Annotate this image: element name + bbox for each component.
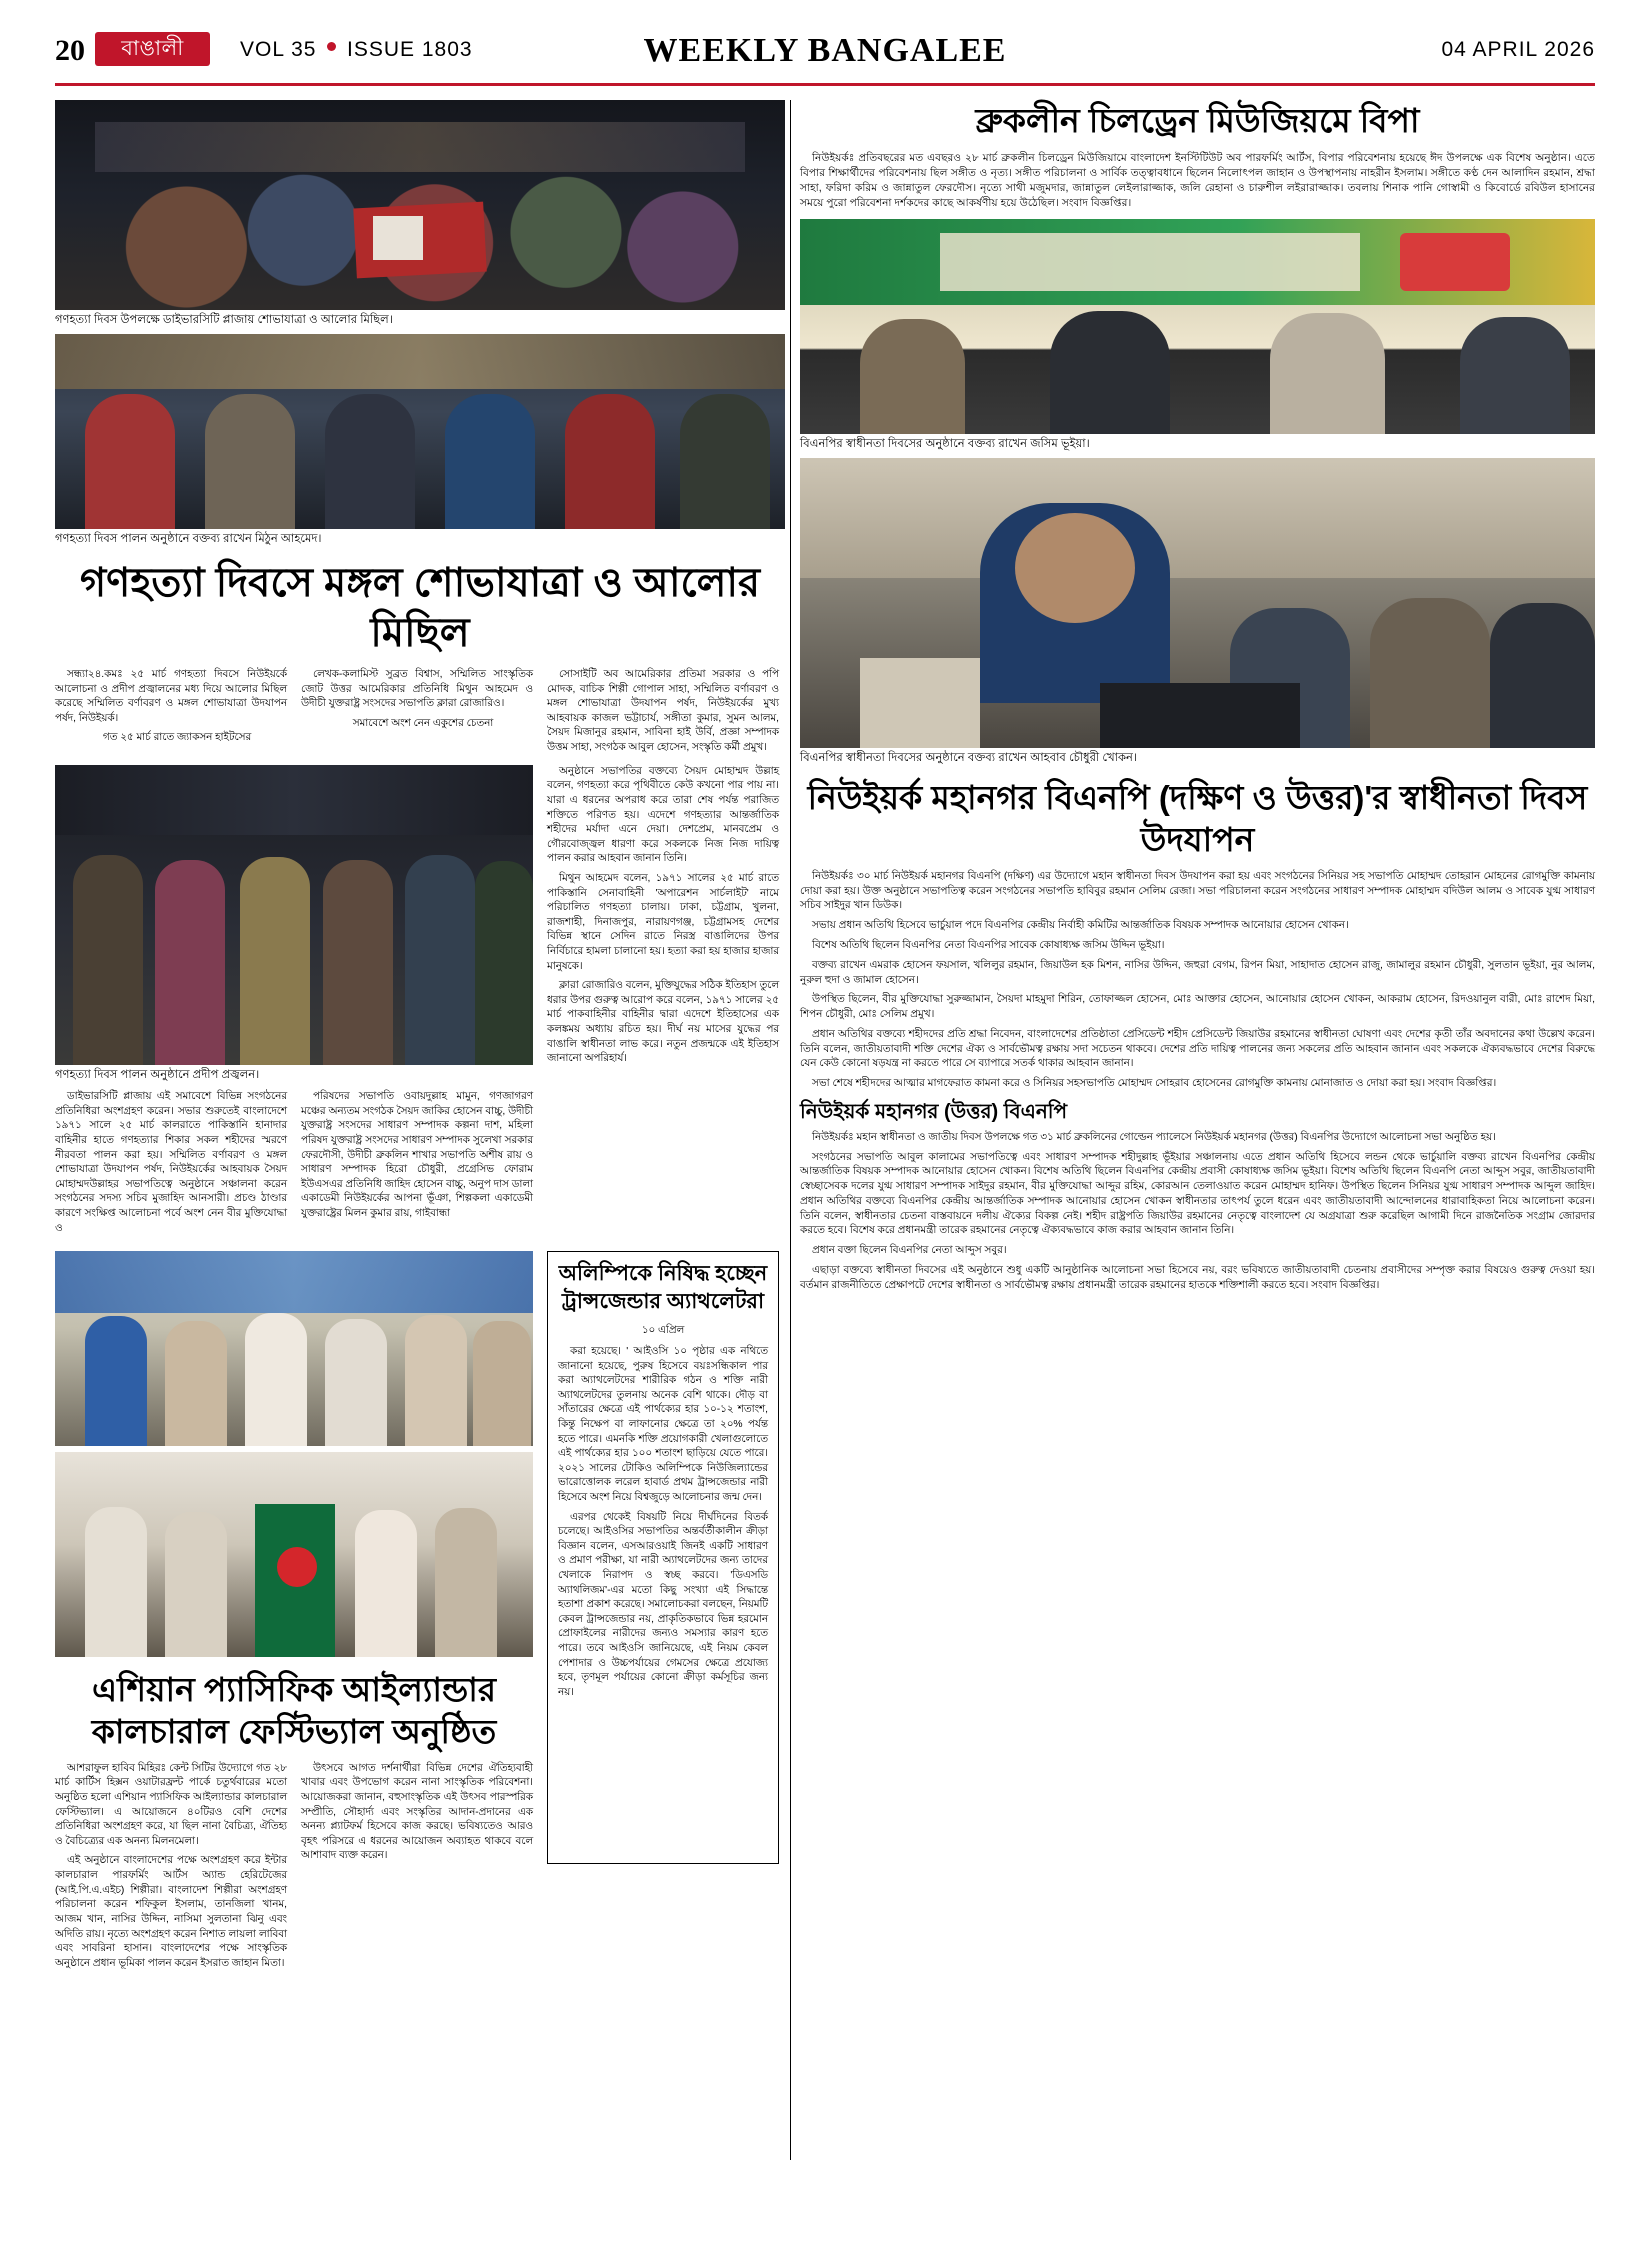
- photo-caption-right-1: বিএনপির স্বাধীনতা দিবসের অনুষ্ঠানে বক্তব্য রাখেন জসিম ভূইয়া।: [800, 438, 1090, 451]
- brooklyn-p1: নিউইয়র্কঃ প্রতিবছরের মত এবছরও ২৮ মার্চ ব্রুকলীন চিলড্রেন মিউজিয়ামে বাংলাদেশ ইনস্টিটিউট অব পারফর্মিং আর্টস, বিপার পরিবেশনায় হয়েছে ঈদ উপলক্ষে এক বিশেষ অনুষ্ঠান। এতে বিপার শিক্ষার্থীদের পরিবেশনায় ছিল সঙ্গীত ও নৃত্য। সঙ্গীত পরিচালনা ও সার্বিক তত্ত্বাবধানে ছিলেন নিলোৎপল জাহান ও উপস্থাপনায় নাহরীন ইসলাম। সঙ্গীতে কণ্ঠ দেন আলাদিন রহমান, শ্রদ্ধা সাহা, ফরিদা করিম ও জান্নাতুল ফেরদৌস। নৃত্যে সাথী মজুমদার, জান্নাতুল লেইলারাজ্জাক, জলি রেহানা ও চারুশীল লইরারাজ্জাক। তবলায় শিনাক পানি গোস্বামী ও কিবোর্ডে রবিউল হাসানের সময়ে পুরো পরিবেশনা দর্শকদের কাছে আকর্ষণীয় হয়ে উঠেছিল। সংবাদ বিজ্ঞপ্তির।: [800, 152, 1595, 210]
- right-column-region: [800, 100, 1595, 1299]
- photo-speaker-ahbab-chowdhury: [800, 458, 1595, 748]
- headline-nyc-bnp-north: নিউইয়র্ক মহানগর (উত্তর) বিএনপি: [800, 1100, 1068, 1123]
- festival-text-columns: [55, 1762, 533, 1977]
- photo-caption-2: গণহত্যা দিবস পালন অনুষ্ঠানে বক্তব্য রাখেন মিঠুন আহমেদ।: [55, 532, 322, 545]
- festival-column-1: [55, 1762, 287, 1977]
- lead-p3: সোসাইটি অব আমেরিকার প্রতিমা সরকার ও পপি মোদক, বাচিক শিল্পী গোপাল সাহা, সম্মিলিত বর্ণাবরণ ও মঙ্গল শোভাযাত্রা উদযাপন পর্ষদ, নিউইয়র্কের মুখ্য আহবায়ক কাজল ভট্টাচার্য, সঙ্গীতা কুমার, সুমন আলম, সৈয়দ মিজানুর রহমান, সাবিনা হাই উর্বি, প্রজ্ঞা সম্পাদক উত্তম সাহা, সংগঠক আবুল হোসেন, সংস্কৃতি কর্মী প্রমুখ।: [547, 669, 779, 754]
- bnp-south-p7: সভা শেষে শহীদদের আত্মার মাগফেরাত কামনা করে ও সিনিয়র সহসভাপতি মোহাম্মদ সোহরাব হোসেনের রোগমুক্তি কামনায় মোনাজাত ও দোয়া করা হয়। সংবাদ বিজ্ঞপ্তির।: [812, 1078, 1497, 1090]
- photo-diversity-plaza-procession: [55, 100, 785, 310]
- issue-date: 04 APRIL 2026: [1441, 38, 1595, 61]
- photo-caption-3: গণহত্যা দিবস পালন অনুষ্ঠানে প্রদীপ প্রজ্বলন।: [55, 1068, 260, 1081]
- photo-festival-group-1: [55, 1251, 533, 1446]
- body-columns-1-2: [55, 1090, 785, 1241]
- body-p3b: মিথুন আহমেদ বলেন, ১৯৭১ সালের ২৫ মার্চ রাতে পাকিস্তানি সেনাবাহিনী 'অপারেশন সার্চলাইট' নামে পরিচালিত গণহত্যা চালায়। ঢাকা, চট্টগ্রাম, খুলনা, রাজশাহী, দিনাজপুর, নারায়ণগঞ্জ, চট্টগ্রামসহ দেশের বিভিন্ন স্থানে সেদিন রাতে নিরস্ত্র বাঙালিদের উপর নির্বিচারে হামলা চালানো হয়। হত্যা করা হয় হাজার হাজার মানুষকে।: [547, 872, 779, 972]
- photo-caption-1: গণহত্যা দিবস উপলক্ষে ডাইভারসিটি প্লাজায় শোভাযাত্রা ও আলোর মিছিল।: [55, 314, 393, 326]
- photo-speaker-mithun-ahmed: [55, 334, 785, 529]
- body-p3a: অনুষ্ঠানে সভাপতির বক্তব্যে সৈয়দ মোহাম্মদ উল্লাহ বলেন, গণহত্যা করে পৃথিবীতে কেউ কখনো পার পায় না। যারা এ ধরনের অপরাধ করে তারা শেষ পর্যন্ত পরাজিত শক্তিতে পরিণত হয়। এদেশে গণহত্যার আন্তর্জাতিক শহীদের মর্যাদা এনে দেয়া। দেশপ্রেম, মানবপ্রেম ও গৌরবোজ্জ্বল ধারণা করে সকলকে নিজ নিজ দায়িত্ব পালন করার আহবান জানান তিনি।: [547, 765, 779, 865]
- bnp-south-p2: সভায় প্রধান অতিথি হিসেবে ভার্চুয়াল পদে বিএনপির কেন্দ্রীয় নির্বাহী কমিটির আন্তর্জাতিক বিষয়ক সম্পাদক আনোয়ার হোসেন খোকন।: [812, 920, 1349, 932]
- lead-p1b: গত ২৫ মার্চ রাতে জ্যাকসন হাইটসের: [102, 732, 252, 744]
- festival-p3: উৎসবে আগত দর্শনার্থীরা বিভিন্ন দেশের ঐতিহ্যবাহী খাবার এবং উপভোগ করেন নানা সাংস্কৃতিক পরিবেশনা। আয়োজকরা জানান, বহুসাংস্কৃতিক এই উৎসব পারস্পরিক সম্প্রীতি, সৌহার্দ্য এবং সংস্কৃতির আদান-প্রদানের এক অনন্য প্ল্যাটফর্ম হিসেবে কাজ করছে। ভবিষ্যতেও আরও বৃহৎ পরিসরে এ ধরনের আয়োজন অব্যাহত থাকবে বলে আশাবাদ ব্যক্ত করেন।: [301, 1762, 533, 1862]
- bnp-north-p4: এছাড়া বক্তব্যে স্বাধীনতা দিবসের এই অনুষ্ঠানে শুধু একটি আনুষ্ঠানিক আলোচনা সভা হিসেবে নয়, বরং ভবিষ্যতে জাতীয়তাবাদী চেতনায় প্রবাসীদের সম্পৃক্ত করার বিষয়েও গুরুত্ব দেওয়া হয়। বর্তমান রাজনীতিতে প্রেক্ষাপটে দেশের স্বাধীনতা ও সার্বভৌমত্ব রক্ষায় প্রধানমন্ত্রী তারেক রহমানের হাতকে শক্তিশালী করতে হবে। সংবাদ বিজ্ঞপ্তির।: [800, 1264, 1595, 1291]
- publication-logo: বাঙালী: [95, 32, 210, 66]
- bnp-south-p1: নিউইয়র্কঃ ৩০ মার্চ নিউইয়র্ক মহানগর বিএনপি (দক্ষিণ) এর উদ্যোগে মহান স্বাধীনতা দিবস উদযাপন করা হয় এবং সংগঠনের সিনিয়র সহ সভাপতি মোহাম্মদ তোহরান মোহনের রোগমুক্তি কামনায় দোয়া করা হয়। উক্ত অনুষ্ঠানে সভাপতিত্ব করেন সংগঠনের সভাপতি হাবিবুর রহমান সেলিম রেজা। সভা পরিচালনা করেন সংগঠনের সাধারণ সম্পাদক মোহাম্মদ বদিউল আলম ও সাবেক যুগ্ম সাধারণ সচিব সাইদুর খান ডিউক।: [800, 870, 1595, 912]
- headline-apa-festival: এশিয়ান প্যাসিফিক আইল্যান্ডার কালচারাল ফেস্টিভ্যাল অনুষ্ঠিত: [91, 1671, 497, 1750]
- lead-column-2: [301, 668, 533, 761]
- lead-column-1: [55, 668, 287, 761]
- bottom-left-region: [55, 1251, 785, 1976]
- issue-label: ISSUE 1803: [347, 38, 473, 61]
- body-column-2: [301, 1090, 533, 1241]
- body-p1: ডাইভারসিটি প্লাজায় এই সমাবেশে বিভিন্ন সংগঠনের প্রতিনিধিরা অংশগ্রহণ করেন। সভার শুরুতেই বাংলাদেশে ১৯৭১ সালে ২৫ মার্চ কালরাতে পাকিস্তানি হানাদার বাহিনীর হাতে গণহত্যার শিকার সকল শহীদের স্মরণে নীরবতা পালন করা হয়। সম্মিলিত বর্ণাবরণ ও মঙ্গল শোভাযাত্রা উদযাপন পর্ষদ, নিউইয়র্কের আহবায়ক সৈয়দ মোহাম্মদউল্লাহর সভাপতিত্বে অনুষ্ঠানে সঞ্চালনা করেন সংগঠনের সদস্য সচিব মুজাহিদ আনসারী। প্রচণ্ড ঠাণ্ডার কারণে সংক্ষিপ্ত আলোচনা পর্বে অংশ নেন বীর মুক্তিযোদ্ধা ও: [55, 1091, 287, 1234]
- bnp-north-p3: প্রধান বক্তা ছিলেন বিএনপির নেতা আব্দুস সবুর।: [812, 1245, 1007, 1257]
- photo-candle-lighting: [55, 765, 533, 1065]
- bnp-south-p4: বক্তব্য রাখেন এমরাক হোসেন ফয়সাল, খলিলুর রহমান, জিয়াউল হক মিশন, নাসির উদ্দিন, জহুরা বেগম, রিপন মিয়া, সাহাদাত হোসেন রাজু, জামালুর রহমান চৌধুরী, সুলতান ভূইয়া, নুর আলম, নুরুল হুদা ও জামাল হোসেন।: [800, 959, 1595, 986]
- body-p2: পরিষদের সভাপতি ওবায়দুল্লাহ মামুন, গণজাগরণ মঞ্চের অন্যতম সংগঠক সৈয়দ জাকির হোসেন বাচ্চু, উদীচী যুক্তরাষ্ট্র সংসদের সাধারণ সম্পাদক কল্পনা দাশ, মহিলা পরিষদ যুক্তরাষ্ট্র সংসদের সাধারণ সম্পাদক সুলেখা সরকার ফেরদৌসী, উদীচী ব্রুকলিন শাখার সভাপতি অশীষ রায় ও সাধারণ সম্পাদক হিরো চৌধুরী, প্রগ্রেসিভ ফোরাম ইউএসএর প্রতিনিধি জাহিদ হোসেন বাচ্চু, অনুপ দাস ডালা একাডেমী নিউইয়র্কের আপনা ভূঁঞা, শিল্পকলা একাডেমী যুক্তরাষ্ট্রের মিলন কুমার রায়, গাইবান্ধা: [301, 1091, 533, 1220]
- bnp-south-p5: উপস্থিত ছিলেন, বীর মুক্তিযোদ্ধা সুরুজ্জামান, সৈয়দা মাহমুদা শিরিন, তোফাজ্জল হোসেন, মোঃ আক্তার হোসেন, আনোয়ার হোসেন খোকন, আকরাম হোসেন, রিদওয়ানুল বারী, মোঃ রাশেদ মিয়া, শিপন চৌধুরী, মোঃ সেলিম প্রমুখ।: [800, 994, 1595, 1021]
- festival-column-2: [301, 1762, 533, 1977]
- olympic-p2: এরপর থেকেই বিষয়টি নিয়ে দীর্ঘদিনের বিতর্ক চলেছে। আইওসির সভাপতির অন্তর্বর্তীকালীন ক্রীড়া বিজ্ঞান বলেন, এসআরওয়াই জিনই একটি সাধারণ ও প্রমাণ পরীক্ষা, যা নারী অ্যাথলেটদের জন্য তাদের খেলাকে নিরাপদ ও স্বচ্ছ করবে। 'ডিএসডি অ্যাথলিজম'-এর মতো কিছু সংখ্যা এই সিদ্ধান্তে হতাশা প্রকাশ করেছে। সমালোচকরা বলছেন, নিয়মটি কেবল ট্রান্সজেন্ডার নয়, প্রাকৃতিকভাবে ভিন্ন হরমোন প্রোফাইলের নারীদের জন্যও সমস্যার কারণ হতে পারে। তবে আইওসি জানিয়েছে, এই নিয়ম কেবল পেশাদার ও উচ্চপর্যায়ের গেমসের ক্ষেত্রে প্রযোজ্য হবে, তৃণমূল পর্যায়ের কোনো ক্রীড়া কর্মসূচির জন্য নয়।: [558, 1511, 768, 1698]
- lead-column-3: [547, 668, 779, 761]
- festival-p1: আশরাফুল হাবিব মিহিরঃ কেন্ট সিটির উদ্যোগে গত ২৮ মার্চ কার্টিস হিক্সন ওয়াটারফ্রন্ট পার্কে চতুর্থবারের মতো অনুষ্ঠিত হলো এশিয়ান প্যাসিফিক আইল্যান্ডার কালচারাল ফেস্টিভ্যাল। এ আয়োজনে ৪০টিরও বেশি দেশের প্রতিনিধিরা অংশগ্রহণ করে, যা ছিল নানা বৈচিত্র্য, ঐতিহ্য ও বৈচিত্র্যের এক অনন্য মিলনমেলা।: [55, 1762, 287, 1847]
- photo3-and-text: [55, 765, 785, 1089]
- photo-festival-group-2: [55, 1452, 533, 1657]
- headline-brooklyn-childrens-museum: ব্রুকলীন চিলড্রেন মিউজিয়মে বিপা: [975, 102, 1420, 139]
- page-number: 20: [55, 34, 85, 67]
- photo-caption-right-2: বিএনপির স্বাধীনতা দিবসের অনুষ্ঠানে বক্তব্য রাখেন আহবাব চৌধুরী খোকন।: [800, 751, 1137, 764]
- left-column-region: [55, 100, 785, 1976]
- bnp-south-p3: বিশেষ অতিথি ছিলেন বিএনপির নেতা বিএনপির সাবেক কোষাধ্যক্ষ জসিম উদ্দিন ভূইয়া।: [812, 939, 1165, 951]
- bnp-south-body: [800, 870, 1595, 1092]
- photo-bnp-independence-banner: [800, 219, 1595, 434]
- lead-p2b: সমাবেশে অংশ নেন একুশের চেতনা: [352, 717, 494, 729]
- column-divider: [790, 100, 791, 2160]
- headline-genocide-day: গণহত্যা দিবসে মঙ্গল শোভাযাত্রা ও আলোর মিছিল: [79, 561, 761, 656]
- olympic-article: [547, 1251, 779, 1976]
- lead-p2: লেখক-কলামিস্ট সুব্রত বিশ্বাস, সম্মিলিত সাংস্কৃতিক জোট উত্তর আমেরিকার প্রতিনিধি মিথুন আহমেদ ও উদীচী যুক্তরাষ্ট্র সংসদের সভাপতি ক্লারা রোজারিও।: [301, 669, 533, 710]
- body-p3c: ক্লারা রোজারিও বলেন, মুক্তিযুদ্ধের সঠিক ইতিহাস তুলে ধরার উপর গুরুত্ব আরোপ করে বলেন, ১৯৭১ সালের ২৫ মার্চ পাকবাহিনীর বাহিনীর দ্বারা এদেশে ইতিহাসের এক কলঙ্কময় অধ্যায় রচিত হয়। দীর্ঘ নয় মাসের যুদ্ধের পর বাঙালি স্বাধীনতা লাভ করে। নতুন প্রজন্মকে এই ইতিহাস জানানো অপরিহার্য।: [547, 980, 779, 1065]
- bnp-south-p6: প্রধান অতিথির বক্তব্যে শহীদদের প্রতি শ্রদ্ধা নিবেদন, বাংলাদেশের প্রতিষ্ঠাতা প্রেসিডেন্ট শহীদ প্রেসিডেন্ট জিয়াউর রহমানের স্বাধীনতা ঘোষণা এবং দেশের কৃতী তাঁর অবদানের কথা উল্লেখ করেন। তিনি বলেন, জাতীয়তাবাদী শক্তি দেশের ঐক্য ও সার্বভৌমত্ব রক্ষায় সদা সচেতন থাকবে। দেশের প্রতি দায়িত্ব পালনের জন্য সকলের প্রতি আহবান জানান এবং সকলকে ঐক্যবদ্ধভাবে দেশের বিরুদ্ধে যেন কেউ কোনো ষড়যন্ত্র না করতে পারে সে ব্যাপারে সতর্ক থাকার আহবান জানান।: [800, 1028, 1595, 1070]
- lead-paragraph-columns: [55, 668, 785, 761]
- bnp-north-p1: নিউইয়র্কঃ মহান স্বাধীনতা ও জাতীয় দিবস উপলক্ষে গত ৩১ মার্চ ব্রুকলিনের গোল্ডেন প্যালেসে নিউইয়র্ক মহানগর (উত্তর) বিএনপির উদ্যোগে আলোচনা সভা অনুষ্ঠিত হয়।: [812, 1131, 1496, 1143]
- festival-article: [55, 1251, 533, 1976]
- headline-nyc-bnp-independence: নিউইয়র্ক মহানগর বিএনপি (দক্ষিণ ও উত্তর)'র স্বাধীনতা দিবস উদযাপন: [807, 779, 1588, 858]
- olympic-body: [558, 1345, 768, 1701]
- body-column-3: [547, 765, 779, 1089]
- festival-p2: এই অনুষ্ঠানে বাংলাদেশের পক্ষে অংশগ্রহণ করে ইন্টার কালচারাল পারফর্মিং আর্টস অ্যান্ড হেরিটেজের (আই.পি.এ.এইচ) শিল্পীরা। বাংলাদেশ শিল্পীরা অংশগ্রহণ পরিচালনা করেন শফিকুল ইসলাম, তানজিলা খানম, আজম খান, নাসির উদ্দিন, নাসিমা সুলতানা ঝিনু এবং অদিতি রায়। নৃত্যে অংশগ্রহণ করেন নিশাত লায়লা লাবিবা এবং সাবরিনা হাসান। বাংলাদেশের পক্ষে সাংস্কৃতিক অনুষ্ঠানে প্রধান ভূমিকা পালন করেন ইসরাত জাহান মিতা।: [55, 1855, 287, 1969]
- olympic-dateline: ১০ এপ্রিল: [641, 1324, 685, 1336]
- bnp-north-p2: সংগঠনের সভাপতি আবুল কালামের সভাপতিত্বে এবং সাধারণ সম্পাদক শহীদুল্লাহ ভূঁইয়ার সঞ্চালনায় এতে প্রধান অতিথি হিসেবে লন্ডন থেকে ভার্চুয়ালি বক্তব্য রাখেন বিএনপির কেন্দ্রীয় আন্তর্জাতিক বিষয়ক সম্পাদক আনোয়ার হোসেন খোকন। বিশেষ অতিথি ছিলেন বিএনপির কেন্দ্রীয় প্রবাসী কোষাধ্যক্ষ জসিম ভূইয়া। বিশেষ অতিথি ছিলেন বিএনপি নেতা আব্দুস সবুর, জাতীয়তাবাদী স্বেচ্ছাসেবক দলের যুগ্ম সাধারণ সম্পাদক সাইদুর রহমান, বীর মুক্তিযোদ্ধা আব্দুর রহিম, কোরআন তেলাওয়াত করেন মোহাম্মদ হানিফ। উপস্থিত ছিলেন সিনিয়র যুগ্ম সাধারণ সম্পাদক আব্দুল জাহিদ। প্রধান অতিথির বক্তব্যে বিএনপির কেন্দ্রীয় আন্তর্জাতিক সম্পাদক আনোয়ার হোসেন খোকন স্বাধীনতার তাৎপর্য তুলে ধরেন এবং জাতীয়তাবাদী আন্দোলনের ধারাবাহিকতা নিয়ে আলোচনা করেন। তিনি বলেন, স্বাধীনতার চেতনা বাস্তবায়নে দলীয় ঐক্যের বিকল্প নেই। শহীদ রাষ্ট্রপতি জিয়াউর রহমানের নেতৃত্বে বাংলাদেশ যে অগ্রযাত্রা শুরু করেছিল আগামী দিনে রাজনৈতিক সংগ্রাম জোরদার করতে হবে। বিশেষ করে প্রধানমন্ত্রী তারেক রহমানের নেতৃত্বে ঐক্যবদ্ধভাবে কাজ করার আহবান জানান তিনি।: [800, 1151, 1595, 1237]
- lead-p1: সন্ধ্যা২৪.কমঃ ২৫ মার্চ গণহত্যা দিবসে নিউইয়র্কে আলোচনা ও প্রদীপ প্রজ্বালনের মধ্য দিয়ে আলোর মিছিল করেছে সম্মিলিত বর্ণাবরণ ও মঙ্গল শোভাযাত্রা উদযাপন পর্ষদ, নিউইয়র্ক।: [55, 669, 287, 724]
- volume-label: VOL 35: [240, 38, 317, 61]
- bnp-north-body: [800, 1131, 1595, 1294]
- headline-olympic-transgender: অলিম্পিকে নিষিদ্ধ হচ্ছেন ট্রান্সজেন্ডার অ্যাথলেটরা: [558, 1262, 768, 1313]
- body-column-1: [55, 1090, 287, 1241]
- olympic-p1: করা হয়েছে। ' আইওসি ১০ পৃষ্ঠার এক নথিতে জানানো হয়েছে, পুরুষ হিসেবে বয়ঃসন্ধিকাল পার করা অ্যাথলেটদের শারীরিক গঠন ও শক্তি নারী অ্যাথলেটদের তুলনায় অনেক বেশি থাকে। দৌড় বা সাঁতারের ক্ষেত্রে এই পার্থক্যের হার ১০-১২ শতাংশ, কিন্তু নিক্ষেপ বা লাফানোর ক্ষেত্রে তা ২০% পর্যন্ত হতে পারে। এমনকি শক্তি প্রয়োগকারী খেলাগুলোতে এই পার্থক্যের হার ১০০ শতাংশ ছাড়িয়ে যেতে পারে। ২০২১ সালের টোকিও অলিম্পিকে নিউজিল্যান্ডের ভারোত্তোলক লরেল হাবার্ড প্রথম ট্রান্সজেন্ডার নারী হিসেবে অংশ নিয়ে বিশ্বজুড়ে আলোচনার জন্ম দেন।: [558, 1345, 768, 1503]
- publication-title: WEEKLY BANGALEE: [643, 32, 1007, 69]
- brooklyn-museum-body: [800, 151, 1595, 211]
- masthead: [55, 30, 1595, 86]
